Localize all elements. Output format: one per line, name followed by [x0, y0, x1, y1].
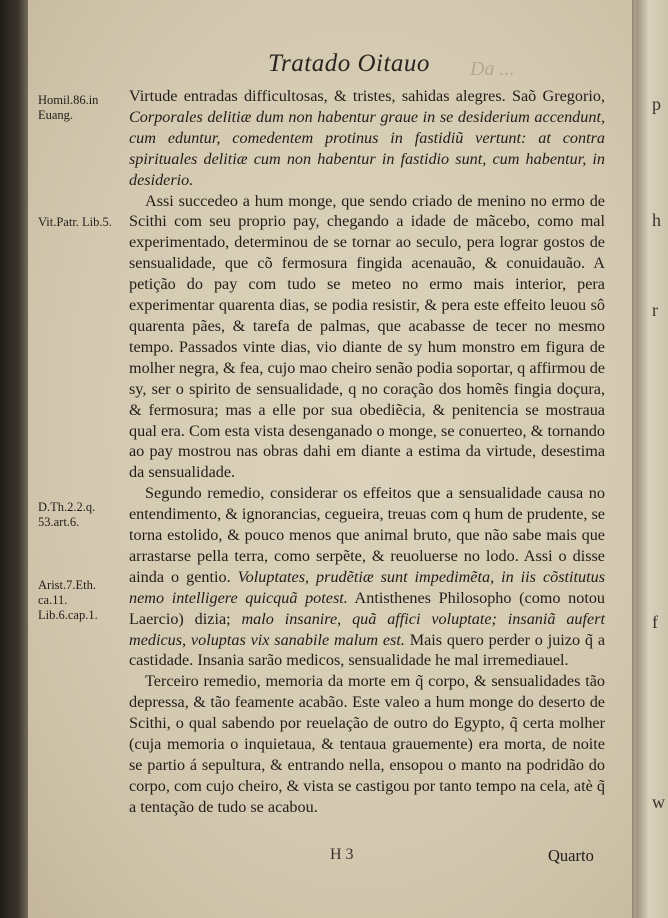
body-text [129, 86, 605, 818]
text-run: Assi succedeo a hum monge, que sendo criado de menino no ermo de Scithi com seu proprio pay, chegando a idade de mãcebo, como mal experimentado, determinou de se tornar ao seculo, pera lograr gostos de sensualidade, que cõ fermosura fingida acenauão, & conuidauão. A petição do pay com tudo se meteo no ermo mais interior, pera experimentar quarenta dias, se podia resistir, & pera este effeito leuou sô quarenta pães, & tarefa de palmas, que acabasse de tecer no mesmo tempo. Passados vinte dias, vio diante de sy hum monstro em figura de molher negra, & fea, cujo mao cheiro senão podia soportar, q affirmou de sy, ser o spirito de sensualidade, q no coração dos homẽs fingia doçura, & fermosura; mas a elle por sua obediẽcia, & penitencia se mostraua qual era. Com esta vista desenganado o monge, se conuerteo, & tornando ao pay mostrou nas obras dahi em diante a estima da virtude, desestima da sensualidade. [129, 191, 605, 482]
text-run: Terceiro remedio, memoria da morte em q̃ corpo, & sensualidades tão depressa, & tão feamente acabão. Este valeo a hum monge do deserto de Scithi, o qual sabendo por reuelação de outro do Egypto, q̃ certa molher (cuja memoria o inquietaua, & tentaua grauemente) era morta, de noite se partio á sepultura, & entrando nella, ensopou o manto na podridão do corpo, com cujo cheiro, & vista se castigou por tanto tempo na cela, atè q̃ a tentação de tudo se acabou. [129, 672, 605, 816]
text-run: Segundo remedio, considerar os effeitos que a sensualidade causa no entendimento, & ignorancias, cegueira, treuas com q hum de prudente, se torna estolido, & pouco menos que animal bruto, que não sabe mais que arrastarse pella terra, como serpẽte, & reuoluerse no lodo. Assi o disse ainda o gentio. [129, 484, 605, 586]
margin-note: D.Th.2.2.q. 53.art.6. [38, 500, 96, 529]
text-run: Virtude entradas difficultosas, & tristes, sahidas alegres. Saõ Gregorio, [129, 87, 605, 105]
signature-mark: H 3 [330, 846, 354, 863]
paragraph [129, 86, 605, 191]
edge-glyph: w [652, 792, 665, 812]
margin-note: Vit.Patr. Lib.5. [38, 215, 112, 229]
margin-note: Homil.86.in Euang. [38, 93, 99, 122]
bleed-through-text: Da ... [470, 58, 515, 80]
running-head: Tratado Oitauo [268, 50, 430, 77]
edge-glyph: h [652, 210, 661, 230]
catchword: Quarto [548, 846, 594, 865]
latin-quotation: Corporales delitiæ dum non habentur graue in se desiderium accendunt, cum eduntur, comedentem protinus in fastidiũ vertunt: at contra spirituales delitiæ cum non habentur in fastidio sunt, cum habentur, in desiderio. [129, 107, 605, 189]
text-run: Antisthenes Philosopho (como notou Laercio) dizia; [129, 588, 606, 628]
edge-glyph: p [652, 94, 661, 114]
adjacent-page-edge [636, 0, 668, 918]
edge-glyph: r [652, 300, 658, 320]
latin-quotation: malo insanire, quã affici voluptate; insaniã aufert medicus, voluptas vix sanabile malum est. [129, 609, 605, 649]
margin-note: Arist.7.Eth. ca.11. Lib.6.cap.1. [38, 578, 98, 622]
paragraph [129, 671, 605, 817]
latin-quotation: Voluptates, prudẽtiæ sunt impedimẽta, in iis cõstitutus nemo intelligere quicquã potest. [129, 567, 606, 607]
paragraph [129, 483, 605, 671]
paragraph [129, 191, 605, 484]
text-run: Mais quero perder o juizo q̃ a castidade. Insania sarão medicos, sensualidade he mal irremediauel. [129, 630, 606, 670]
edge-glyph: f [652, 612, 658, 632]
